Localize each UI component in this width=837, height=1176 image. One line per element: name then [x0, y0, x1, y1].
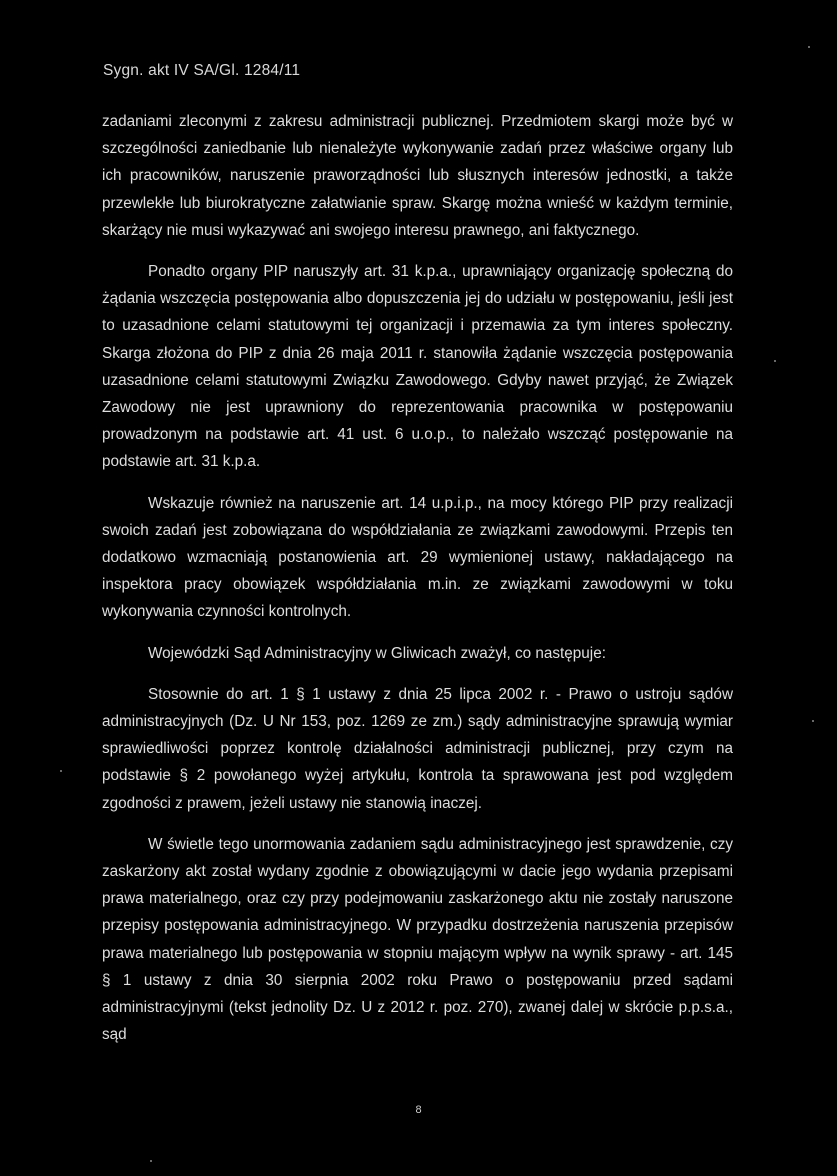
scan-speck	[60, 770, 62, 772]
paragraph-3: Wskazuje również na naruszenie art. 14 u.p.i.p., na mocy którego PIP przy realizacji swoich zadań jest zobowiązana do współdziałania ze związkami zawodowymi. Przepis ten dodatkowo wzmacniają postanowienia art. 29 wymienionej ustawy, nakładającego na inspektora pracy obowiązek współdziałania m.in. ze związkami zawodowymi w toku wykonywania czynności kontrolnych.	[102, 494, 733, 621]
page-number: 8	[415, 1104, 422, 1116]
scan-speck	[774, 360, 776, 362]
scan-speck	[808, 46, 810, 48]
document-body	[102, 108, 733, 1063]
paragraph-6: W świetle tego unormowania zadaniem sądu administracyjnego jest sprawdzenie, czy zaskarżony akt został wydany zgodnie z obowiązującymi w dacie jego wydania przepisami prawa materialnego, oraz czy przy podejmowaniu zaskarżonego aktu nie zostały naruszone przepisy postępowania administracyjnego. W przypadku dostrzeżenia naruszenia przepisów prawa materialnego lub postępowania w stopniu mającym wpływ na wynik sprawy - art. 145 § 1 ustawy z dnia 30 sierpnia 2002 roku Prawo o postępowaniu przed sądami administracyjnymi (tekst jednolity Dz. U z 2012 r. poz. 270), zwanej dalej w skrócie p.p.s.a., sąd	[102, 835, 733, 1044]
case-number-header: Sygn. akt IV SA/Gl. 1284/11	[103, 62, 301, 79]
paragraph-2: Ponadto organy PIP naruszyły art. 31 k.p.a., uprawniający organizację społeczną do żądania wszczęcia postępowania albo dopuszczenia jej do udziału w postępowaniu, jeśli jest to uzasadnione celami statutowymi tej organizacji i przemawia za tym interes społeczny. Skarga złożona do PIP z dnia 26 maja 2011 r. stanowiła żądanie wszczęcia postępowania uzasadnione celami statutowymi Związku Zawodowego. Gdyby nawet przyjąć, że Związek Zawodowy nie jest uprawniony do reprezentowania pracownika w postępowaniu prowadzonym na podstawie art. 41 ust. 6 u.o.p., to należało wszcząć postępowanie na podstawie art. 31 k.p.a.	[102, 263, 733, 471]
scan-speck	[812, 720, 814, 722]
paragraph-1: zadaniami zleconymi z zakresu administracji publicznej. Przedmiotem skargi może być w szczególności zaniedbanie lub nienależyte wykonywanie zadań przez właściwe organy lub ich pracowników, naruszenie praworządności lub słusznych interesów jednostki, a także przewlekłe lub biurokratyczne załatwianie spraw. Skargę można wnieść w każdym terminie, skarżący nie musi wykazywać ani swojego interesu prawnego, ani faktycznego.	[102, 113, 733, 239]
paragraph-4-court-heading: Wojewódzki Sąd Administracyjny w Gliwicach zważył, co następuje:	[148, 644, 606, 662]
scan-speck	[150, 1160, 152, 1162]
paragraph-5: Stosownie do art. 1 § 1 ustawy z dnia 25 lipca 2002 r. - Prawo o ustroju sądów administracyjnych (Dz. U Nr 153, poz. 1269 ze zm.) sądy administracyjne sprawują wymiar sprawiedliwości poprzez kontrolę działalności administracji publicznej, przy czym na podstawie § 2 powołanego wyżej artykułu, kontrola ta sprawowana jest pod względem zgodności z prawem, jeżeli ustawy nie stanowią inaczej.	[102, 685, 733, 812]
